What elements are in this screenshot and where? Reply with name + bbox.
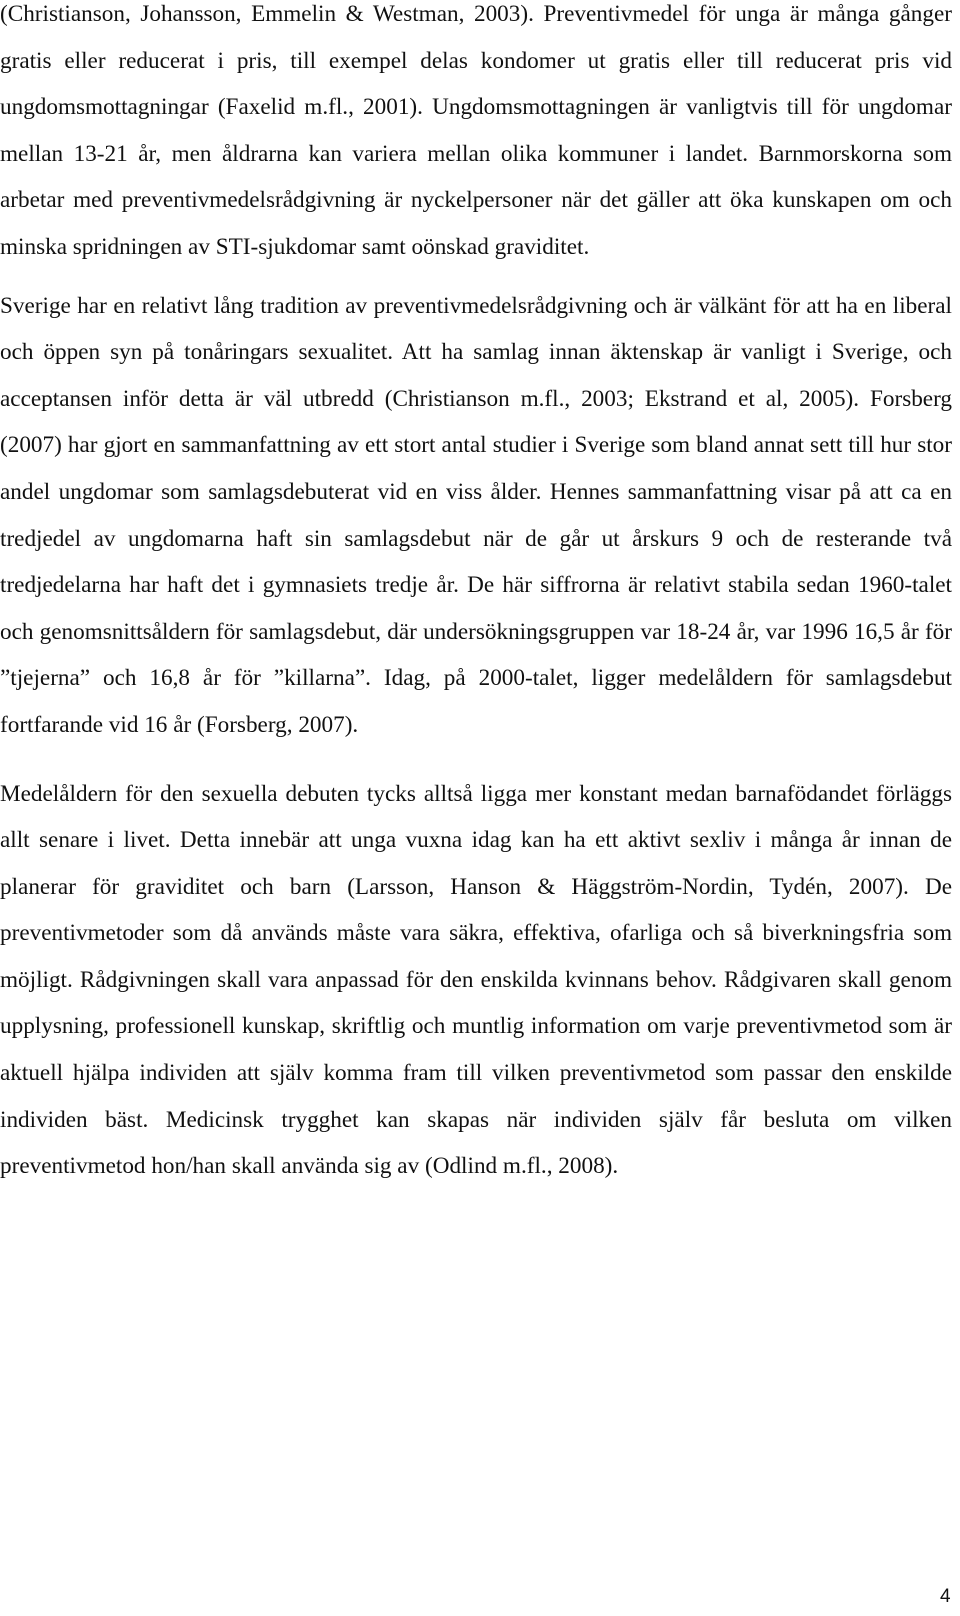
paragraph-2: Sverige har en relativt lång tradition av preventivmedelsrådgivning och är välkänt för att ha en liberal och öppen syn på tonåringars sexualitet. Att ha samlag innan äktenskap är vanligt i Sverige, och acceptansen inför detta är väl utbredd (Christianson m.fl., 2003; Ekstrand et al, 2005). Forsberg (2007) har gjort en sammanfattning av ett stort antal studier i Sverige som bland annat sett till hur stor andel ungdomar som samlagsdebuterat vid en viss ålder. Hennes sammanfattning visar på att ca en tredjedel av ungdomarna haft sin samlagsdebut när de går ut årskurs 9 och de resterande två tredjedelarna har haft det i gymnasiets tredje år. De här siffrorna är relativt stabila sedan 1960-talet och genomsnittsåldern för samlagsdebut, där undersökningsgruppen var 18-24 år, var 1996 16,5 år för ”tjejerna” och 16,8 år för ”killarna”. Idag, på 2000-talet, ligger medelåldern för samlagsdebut fortfarande vid 16 år (Forsberg, 2007). — [0, 292, 952, 738]
paragraph-1: (Christianson, Johansson, Emmelin & Westman, 2003). Preventivmedel för unga är många gånger gratis eller reducerat i pris, till exempel delas kondomer ut gratis eller till reducerat pris vid ungdomsmottagningar (Faxelid m.fl., 2001). Ungdomsmottagningen är vanligtvis till för ungdomar mellan 13-21 år, men åldrarna kan variera mellan olika kommuner i landet. Barnmorskorna som arbetar med preventivmedelsrådgivning är nyckelpersoner när det gäller att öka kunskapen om och minska spridningen av STI-sjukdomar samt oönskad graviditet. — [0, 1, 952, 260]
page-number: 4 — [940, 1586, 951, 1607]
paragraph-3: Medelåldern för den sexuella debuten tycks alltså ligga mer konstant medan barnafödandet förläggs allt senare i livet. Detta innebär att unga vuxna idag kan ha ett aktivt sexliv i många år innan de planerar för graviditet och barn (Larsson, Hanson & Häggström-Nordin, Tydén, 2007). De preventivmetoder som då används måste vara säkra, effektiva, ofarliga och så biverkningsfria som möjligt. Rådgivningen skall vara anpassad för den enskilda kvinnans behov. Rådgivaren skall genom upplysning, professionell kunskap, skriftlig och muntlig information om varje preventivmetod som är aktuell hjälpa individen att själv komma fram till vilken preventivmetod som passar den enskilde individen bäst. Medicinsk trygghet kan skapas när individen själv får besluta om vilken preventivmetod hon/han skall använda sig av (Odlind m.fl., 2008). — [0, 780, 952, 1180]
